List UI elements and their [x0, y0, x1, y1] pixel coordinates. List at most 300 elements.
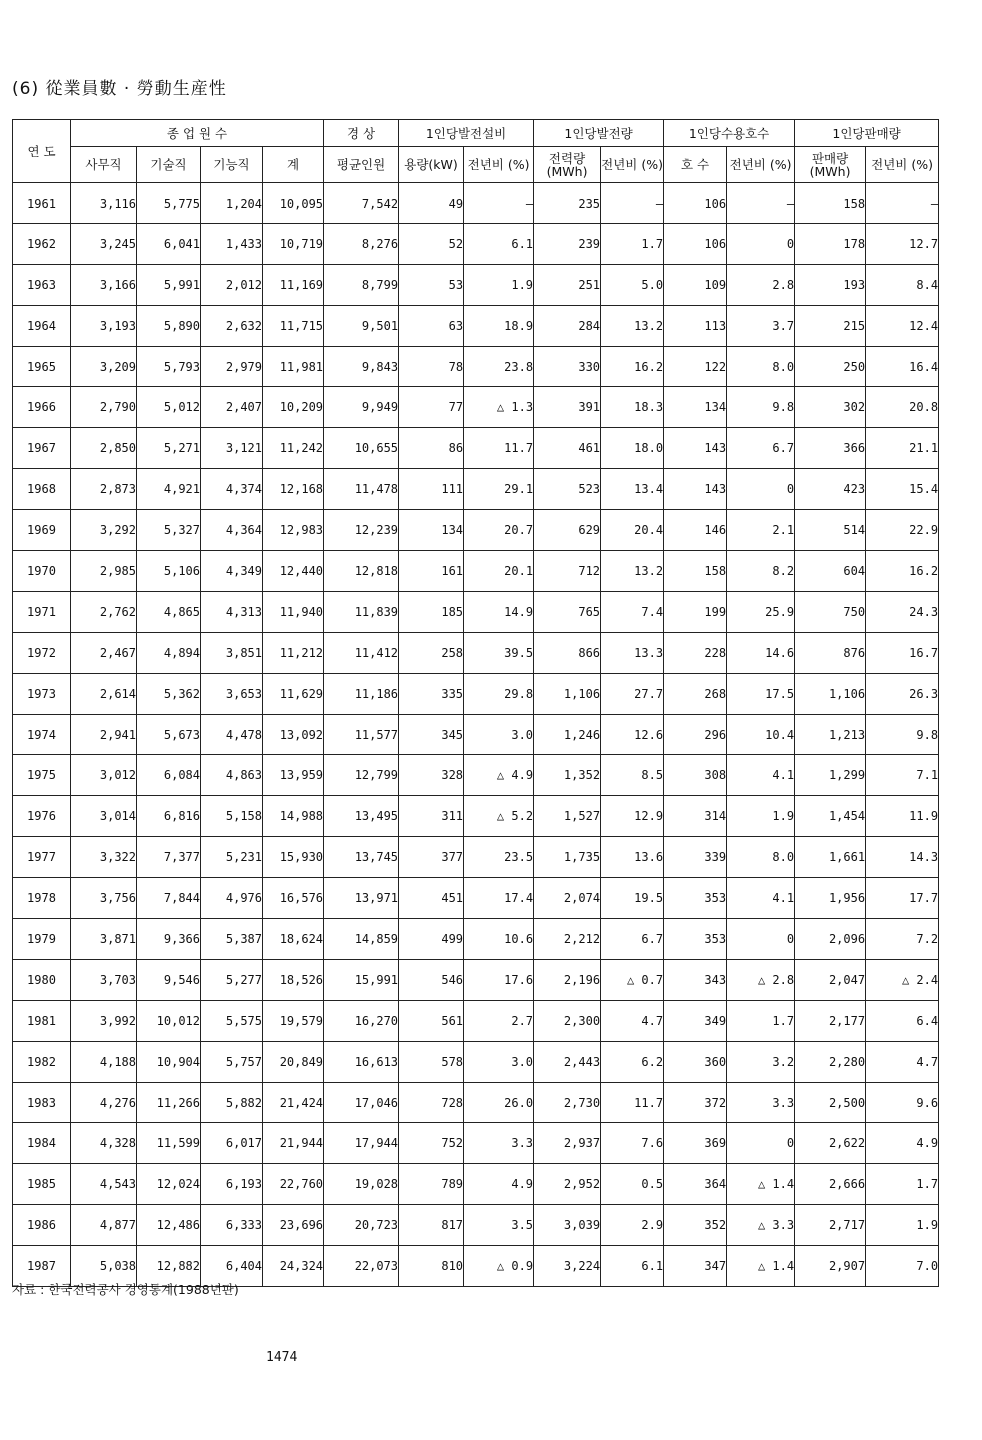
- cell-office: 3,703: [71, 959, 137, 1000]
- cell-households: 158: [664, 551, 727, 592]
- cell-sales-yoy: 21.1: [866, 428, 939, 469]
- cell-office: 2,985: [71, 551, 137, 592]
- cell-office: 2,614: [71, 673, 137, 714]
- cell-energy-yoy: 27.7: [601, 673, 664, 714]
- cell-energy-yoy: 1.7: [601, 223, 664, 264]
- cell-sales-yoy: 9.6: [866, 1082, 939, 1123]
- cell-average-staff: 11,839: [324, 591, 399, 632]
- cell-capacity-yoy: 26.0: [464, 1082, 534, 1123]
- cell-energy: 3,224: [534, 1246, 601, 1287]
- cell-skilled: 2,632: [201, 305, 263, 346]
- cell-households: 372: [664, 1082, 727, 1123]
- table-row: [13, 1000, 939, 1041]
- cell-energy-yoy: 18.0: [601, 428, 664, 469]
- cell-total: 15,930: [263, 837, 324, 878]
- header-technical: 기술직: [137, 147, 201, 183]
- cell-year: 1962: [13, 223, 71, 264]
- cell-year: 1978: [13, 878, 71, 919]
- cell-year: 1970: [13, 551, 71, 592]
- cell-technical: 5,775: [137, 183, 201, 224]
- cell-office: 2,467: [71, 632, 137, 673]
- cell-sales: 2,666: [795, 1164, 866, 1205]
- cell-capacity: 111: [399, 469, 464, 510]
- cell-office: 3,166: [71, 264, 137, 305]
- cell-technical: 12,486: [137, 1205, 201, 1246]
- cell-households: 360: [664, 1041, 727, 1082]
- header-energy-yoy: 전년비 (%): [601, 147, 664, 183]
- cell-sales: 2,907: [795, 1246, 866, 1287]
- cell-average-staff: 12,818: [324, 551, 399, 592]
- cell-total: 13,092: [263, 714, 324, 755]
- cell-energy: 2,443: [534, 1041, 601, 1082]
- cell-energy-yoy: 0.5: [601, 1164, 664, 1205]
- cell-energy-yoy: 6.2: [601, 1041, 664, 1082]
- cell-total: 14,988: [263, 796, 324, 837]
- header-households: 호 수: [664, 147, 727, 183]
- cell-total: 11,212: [263, 632, 324, 673]
- cell-energy-yoy: 18.3: [601, 387, 664, 428]
- cell-total: 24,324: [263, 1246, 324, 1287]
- table-row: [13, 551, 939, 592]
- cell-total: 12,440: [263, 551, 324, 592]
- cell-energy-yoy: 5.0: [601, 264, 664, 305]
- cell-office: 3,012: [71, 755, 137, 796]
- header-sales-yoy: 전년비 (%): [866, 147, 939, 183]
- cell-year: 1968: [13, 469, 71, 510]
- cell-households: 308: [664, 755, 727, 796]
- header-sales-per-person: 1인당판매량: [795, 120, 939, 147]
- cell-sales-yoy: △ 2.4: [866, 959, 939, 1000]
- cell-capacity-yoy: 20.7: [464, 510, 534, 551]
- cell-energy-yoy: 12.9: [601, 796, 664, 837]
- cell-technical: 4,921: [137, 469, 201, 510]
- cell-capacity-yoy: 23.8: [464, 346, 534, 387]
- cell-capacity-yoy: 11.7: [464, 428, 534, 469]
- cell-energy: 866: [534, 632, 601, 673]
- cell-sales: 2,096: [795, 919, 866, 960]
- cell-office: 2,873: [71, 469, 137, 510]
- header-average-staff: 평균인원: [324, 147, 399, 183]
- cell-households: 143: [664, 469, 727, 510]
- cell-sales-yoy: 15.4: [866, 469, 939, 510]
- cell-skilled: 5,231: [201, 837, 263, 878]
- cell-capacity: 377: [399, 837, 464, 878]
- cell-energy: 2,300: [534, 1000, 601, 1041]
- cell-year: 1965: [13, 346, 71, 387]
- cell-sales-yoy: 9.8: [866, 714, 939, 755]
- cell-capacity-yoy: 18.9: [464, 305, 534, 346]
- cell-sales-yoy: 7.0: [866, 1246, 939, 1287]
- cell-sales: 1,956: [795, 878, 866, 919]
- cell-total: 13,959: [263, 755, 324, 796]
- cell-average-staff: 11,577: [324, 714, 399, 755]
- cell-capacity: 78: [399, 346, 464, 387]
- cell-total: 18,526: [263, 959, 324, 1000]
- cell-technical: 4,865: [137, 591, 201, 632]
- cell-sales: 876: [795, 632, 866, 673]
- cell-capacity-yoy: 17.6: [464, 959, 534, 1000]
- header-office: 사무직: [71, 147, 137, 183]
- cell-energy-yoy: 19.5: [601, 878, 664, 919]
- cell-year: 1972: [13, 632, 71, 673]
- cell-capacity: 311: [399, 796, 464, 837]
- cell-total: 18,624: [263, 919, 324, 960]
- cell-skilled: 3,121: [201, 428, 263, 469]
- cell-office: 3,871: [71, 919, 137, 960]
- cell-sales: 423: [795, 469, 866, 510]
- cell-households-yoy: 1.7: [727, 1000, 795, 1041]
- cell-technical: 12,882: [137, 1246, 201, 1287]
- cell-energy: 284: [534, 305, 601, 346]
- cell-households: 353: [664, 919, 727, 960]
- cell-technical: 6,041: [137, 223, 201, 264]
- cell-capacity: 578: [399, 1041, 464, 1082]
- cell-households: 314: [664, 796, 727, 837]
- header-year: 연 도: [13, 120, 71, 183]
- cell-total: 12,983: [263, 510, 324, 551]
- header-sales: 판매량 (MWh): [795, 147, 866, 183]
- cell-skilled: 1,204: [201, 183, 263, 224]
- cell-households: 122: [664, 346, 727, 387]
- header-generation-per-person: 1인당발전량: [534, 120, 664, 147]
- cell-office: 3,322: [71, 837, 137, 878]
- cell-total: 10,095: [263, 183, 324, 224]
- cell-technical: 5,362: [137, 673, 201, 714]
- cell-average-staff: 9,949: [324, 387, 399, 428]
- cell-year: 1961: [13, 183, 71, 224]
- cell-energy: 3,039: [534, 1205, 601, 1246]
- cell-capacity-yoy: 29.8: [464, 673, 534, 714]
- cell-sales: 178: [795, 223, 866, 264]
- cell-households: 106: [664, 183, 727, 224]
- table-row: [13, 796, 939, 837]
- cell-average-staff: 17,046: [324, 1082, 399, 1123]
- cell-capacity-yoy: 29.1: [464, 469, 534, 510]
- cell-households-yoy: 8.2: [727, 551, 795, 592]
- cell-energy: 2,074: [534, 878, 601, 919]
- cell-year: 1975: [13, 755, 71, 796]
- table-row: [13, 755, 939, 796]
- cell-sales-yoy: 7.2: [866, 919, 939, 960]
- cell-sales-yoy: 7.1: [866, 755, 939, 796]
- cell-energy: 2,212: [534, 919, 601, 960]
- cell-households: 113: [664, 305, 727, 346]
- table-row: [13, 387, 939, 428]
- cell-households-yoy: 8.0: [727, 346, 795, 387]
- table-row: [13, 469, 939, 510]
- cell-capacity-yoy: 14.9: [464, 591, 534, 632]
- cell-energy: 1,352: [534, 755, 601, 796]
- cell-total: 11,242: [263, 428, 324, 469]
- cell-sales-yoy: 16.4: [866, 346, 939, 387]
- cell-office: 3,245: [71, 223, 137, 264]
- cell-sales: 2,047: [795, 959, 866, 1000]
- cell-capacity: 53: [399, 264, 464, 305]
- cell-average-staff: 20,723: [324, 1205, 399, 1246]
- cell-sales: 193: [795, 264, 866, 305]
- cell-technical: 11,266: [137, 1082, 201, 1123]
- cell-office: 2,762: [71, 591, 137, 632]
- cell-energy-yoy: 8.5: [601, 755, 664, 796]
- table-row: [13, 264, 939, 305]
- cell-technical: 5,673: [137, 714, 201, 755]
- cell-capacity-yoy: 17.4: [464, 878, 534, 919]
- cell-average-staff: 8,799: [324, 264, 399, 305]
- cell-energy-yoy: 13.2: [601, 551, 664, 592]
- cell-office: 3,193: [71, 305, 137, 346]
- cell-energy-yoy: 13.3: [601, 632, 664, 673]
- cell-skilled: 5,158: [201, 796, 263, 837]
- cell-energy: 2,952: [534, 1164, 601, 1205]
- cell-skilled: 5,387: [201, 919, 263, 960]
- cell-year: 1983: [13, 1082, 71, 1123]
- cell-sales-yoy: 8.4: [866, 264, 939, 305]
- cell-office: 4,877: [71, 1205, 137, 1246]
- cell-households: 143: [664, 428, 727, 469]
- cell-households-yoy: 17.5: [727, 673, 795, 714]
- source-note: 자료 : 한국전력공사 경영통계(1988년판): [12, 1282, 239, 1297]
- cell-energy: 391: [534, 387, 601, 428]
- table-row: [13, 428, 939, 469]
- cell-households-yoy: 0: [727, 223, 795, 264]
- cell-year: 1981: [13, 1000, 71, 1041]
- cell-energy: 2,937: [534, 1123, 601, 1164]
- cell-office: 2,941: [71, 714, 137, 755]
- cell-skilled: 4,478: [201, 714, 263, 755]
- cell-skilled: 5,882: [201, 1082, 263, 1123]
- cell-households-yoy: 10.4: [727, 714, 795, 755]
- table-row: [13, 591, 939, 632]
- table-row: [13, 346, 939, 387]
- table-row: [13, 632, 939, 673]
- cell-energy: 712: [534, 551, 601, 592]
- cell-energy: 1,735: [534, 837, 601, 878]
- cell-average-staff: 9,843: [324, 346, 399, 387]
- table-row: [13, 1082, 939, 1123]
- cell-capacity-yoy: 10.6: [464, 919, 534, 960]
- cell-energy-yoy: 11.7: [601, 1082, 664, 1123]
- header-energy: 전력량 (MWh): [534, 147, 601, 183]
- cell-skilled: 6,017: [201, 1123, 263, 1164]
- cell-skilled: 2,012: [201, 264, 263, 305]
- cell-office: 4,328: [71, 1123, 137, 1164]
- cell-sales: 2,177: [795, 1000, 866, 1041]
- cell-households: 146: [664, 510, 727, 551]
- cell-total: 11,715: [263, 305, 324, 346]
- cell-energy: 629: [534, 510, 601, 551]
- cell-households: 268: [664, 673, 727, 714]
- cell-households-yoy: △ 3.3: [727, 1205, 795, 1246]
- cell-energy: 523: [534, 469, 601, 510]
- cell-capacity-yoy: △ 5.2: [464, 796, 534, 837]
- cell-energy: 251: [534, 264, 601, 305]
- cell-skilled: 5,575: [201, 1000, 263, 1041]
- cell-sales: 2,717: [795, 1205, 866, 1246]
- table-row: [13, 1164, 939, 1205]
- cell-average-staff: 12,799: [324, 755, 399, 796]
- cell-energy-yoy: 13.2: [601, 305, 664, 346]
- cell-sales: 250: [795, 346, 866, 387]
- cell-energy-yoy: 7.6: [601, 1123, 664, 1164]
- cell-sales-yoy: 4.9: [866, 1123, 939, 1164]
- cell-capacity-yoy: △ 0.9: [464, 1246, 534, 1287]
- cell-average-staff: 15,991: [324, 959, 399, 1000]
- cell-total: 11,940: [263, 591, 324, 632]
- cell-energy-yoy: 7.4: [601, 591, 664, 632]
- cell-sales-yoy: 1.7: [866, 1164, 939, 1205]
- cell-technical: 5,793: [137, 346, 201, 387]
- cell-skilled: 4,374: [201, 469, 263, 510]
- cell-technical: 5,012: [137, 387, 201, 428]
- cell-energy-yoy: 13.6: [601, 837, 664, 878]
- cell-energy: 2,196: [534, 959, 601, 1000]
- cell-capacity: 810: [399, 1246, 464, 1287]
- cell-capacity: 52: [399, 223, 464, 264]
- cell-year: 1979: [13, 919, 71, 960]
- cell-households: 134: [664, 387, 727, 428]
- cell-capacity: 86: [399, 428, 464, 469]
- cell-households-yoy: 3.3: [727, 1082, 795, 1123]
- cell-skilled: 6,404: [201, 1246, 263, 1287]
- cell-year: 1967: [13, 428, 71, 469]
- cell-office: 4,543: [71, 1164, 137, 1205]
- cell-sales-yoy: 17.7: [866, 878, 939, 919]
- cell-households: 106: [664, 223, 727, 264]
- cell-households: 296: [664, 714, 727, 755]
- cell-households-yoy: 4.1: [727, 878, 795, 919]
- cell-year: 1986: [13, 1205, 71, 1246]
- cell-sales: 215: [795, 305, 866, 346]
- cell-capacity-yoy: 3.3: [464, 1123, 534, 1164]
- cell-households-yoy: 2.1: [727, 510, 795, 551]
- cell-capacity-yoy: —: [464, 183, 534, 224]
- cell-energy-yoy: 12.6: [601, 714, 664, 755]
- header-ordinary: 경 상: [324, 120, 399, 147]
- cell-total: 16,576: [263, 878, 324, 919]
- cell-technical: 9,546: [137, 959, 201, 1000]
- cell-sales: 1,106: [795, 673, 866, 714]
- employee-productivity-table: [12, 119, 939, 1287]
- cell-households-yoy: 1.9: [727, 796, 795, 837]
- cell-capacity: 499: [399, 919, 464, 960]
- cell-households: 339: [664, 837, 727, 878]
- cell-total: 11,169: [263, 264, 324, 305]
- cell-technical: 5,327: [137, 510, 201, 551]
- cell-capacity-yoy: 39.5: [464, 632, 534, 673]
- cell-sales: 750: [795, 591, 866, 632]
- cell-sales-yoy: 14.3: [866, 837, 939, 878]
- cell-skilled: 4,976: [201, 878, 263, 919]
- cell-energy: 330: [534, 346, 601, 387]
- cell-year: 1966: [13, 387, 71, 428]
- table-row: [13, 1205, 939, 1246]
- cell-office: 3,756: [71, 878, 137, 919]
- header-capacity: 용량(kW): [399, 147, 464, 183]
- cell-sales: 302: [795, 387, 866, 428]
- cell-year: 1974: [13, 714, 71, 755]
- cell-capacity: 49: [399, 183, 464, 224]
- cell-average-staff: 11,412: [324, 632, 399, 673]
- cell-households-yoy: 3.2: [727, 1041, 795, 1082]
- cell-energy-yoy: 13.4: [601, 469, 664, 510]
- cell-energy-yoy: 4.7: [601, 1000, 664, 1041]
- table-row: [13, 183, 939, 224]
- header-skilled: 기능직: [201, 147, 263, 183]
- cell-average-staff: 16,613: [324, 1041, 399, 1082]
- cell-office: 3,992: [71, 1000, 137, 1041]
- cell-office: 3,014: [71, 796, 137, 837]
- cell-total: 10,719: [263, 223, 324, 264]
- cell-sales-yoy: 16.7: [866, 632, 939, 673]
- cell-office: 4,276: [71, 1082, 137, 1123]
- cell-total: 11,629: [263, 673, 324, 714]
- cell-average-staff: 22,073: [324, 1246, 399, 1287]
- cell-skilled: 3,653: [201, 673, 263, 714]
- cell-capacity: 185: [399, 591, 464, 632]
- cell-households: 228: [664, 632, 727, 673]
- cell-average-staff: 7,542: [324, 183, 399, 224]
- cell-households-yoy: 2.8: [727, 264, 795, 305]
- cell-skilled: 6,333: [201, 1205, 263, 1246]
- cell-sales: 1,213: [795, 714, 866, 755]
- cell-households-yoy: △ 2.8: [727, 959, 795, 1000]
- cell-households-yoy: 0: [727, 469, 795, 510]
- cell-capacity: 335: [399, 673, 464, 714]
- cell-average-staff: 13,745: [324, 837, 399, 878]
- cell-sales: 2,622: [795, 1123, 866, 1164]
- table-row: [13, 1123, 939, 1164]
- cell-households-yoy: △ 1.4: [727, 1164, 795, 1205]
- cell-skilled: 4,313: [201, 591, 263, 632]
- cell-technical: 11,599: [137, 1123, 201, 1164]
- cell-energy-yoy: △ 0.7: [601, 959, 664, 1000]
- cell-households-yoy: 25.9: [727, 591, 795, 632]
- cell-energy-yoy: —: [601, 183, 664, 224]
- cell-energy: 1,527: [534, 796, 601, 837]
- table-row: [13, 959, 939, 1000]
- cell-households: 347: [664, 1246, 727, 1287]
- cell-office: 5,038: [71, 1246, 137, 1287]
- cell-skilled: 5,277: [201, 959, 263, 1000]
- page-title: (6) 從業員數 · 勞動生産性: [12, 79, 227, 99]
- cell-average-staff: 13,971: [324, 878, 399, 919]
- cell-average-staff: 11,478: [324, 469, 399, 510]
- cell-capacity: 817: [399, 1205, 464, 1246]
- cell-total: 11,981: [263, 346, 324, 387]
- cell-year: 1982: [13, 1041, 71, 1082]
- cell-energy: 1,246: [534, 714, 601, 755]
- cell-sales: 1,661: [795, 837, 866, 878]
- cell-sales-yoy: —: [866, 183, 939, 224]
- cell-year: 1969: [13, 510, 71, 551]
- cell-technical: 12,024: [137, 1164, 201, 1205]
- cell-energy: 239: [534, 223, 601, 264]
- cell-technical: 5,890: [137, 305, 201, 346]
- cell-sales-yoy: 16.2: [866, 551, 939, 592]
- cell-capacity-yoy: 3.0: [464, 1041, 534, 1082]
- cell-year: 1973: [13, 673, 71, 714]
- cell-sales-yoy: 20.8: [866, 387, 939, 428]
- cell-sales: 514: [795, 510, 866, 551]
- cell-sales-yoy: 22.9: [866, 510, 939, 551]
- cell-capacity-yoy: 1.9: [464, 264, 534, 305]
- cell-year: 1987: [13, 1246, 71, 1287]
- cell-office: 3,292: [71, 510, 137, 551]
- cell-average-staff: 11,186: [324, 673, 399, 714]
- table-row: [13, 673, 939, 714]
- cell-capacity-yoy: 2.7: [464, 1000, 534, 1041]
- cell-average-staff: 8,276: [324, 223, 399, 264]
